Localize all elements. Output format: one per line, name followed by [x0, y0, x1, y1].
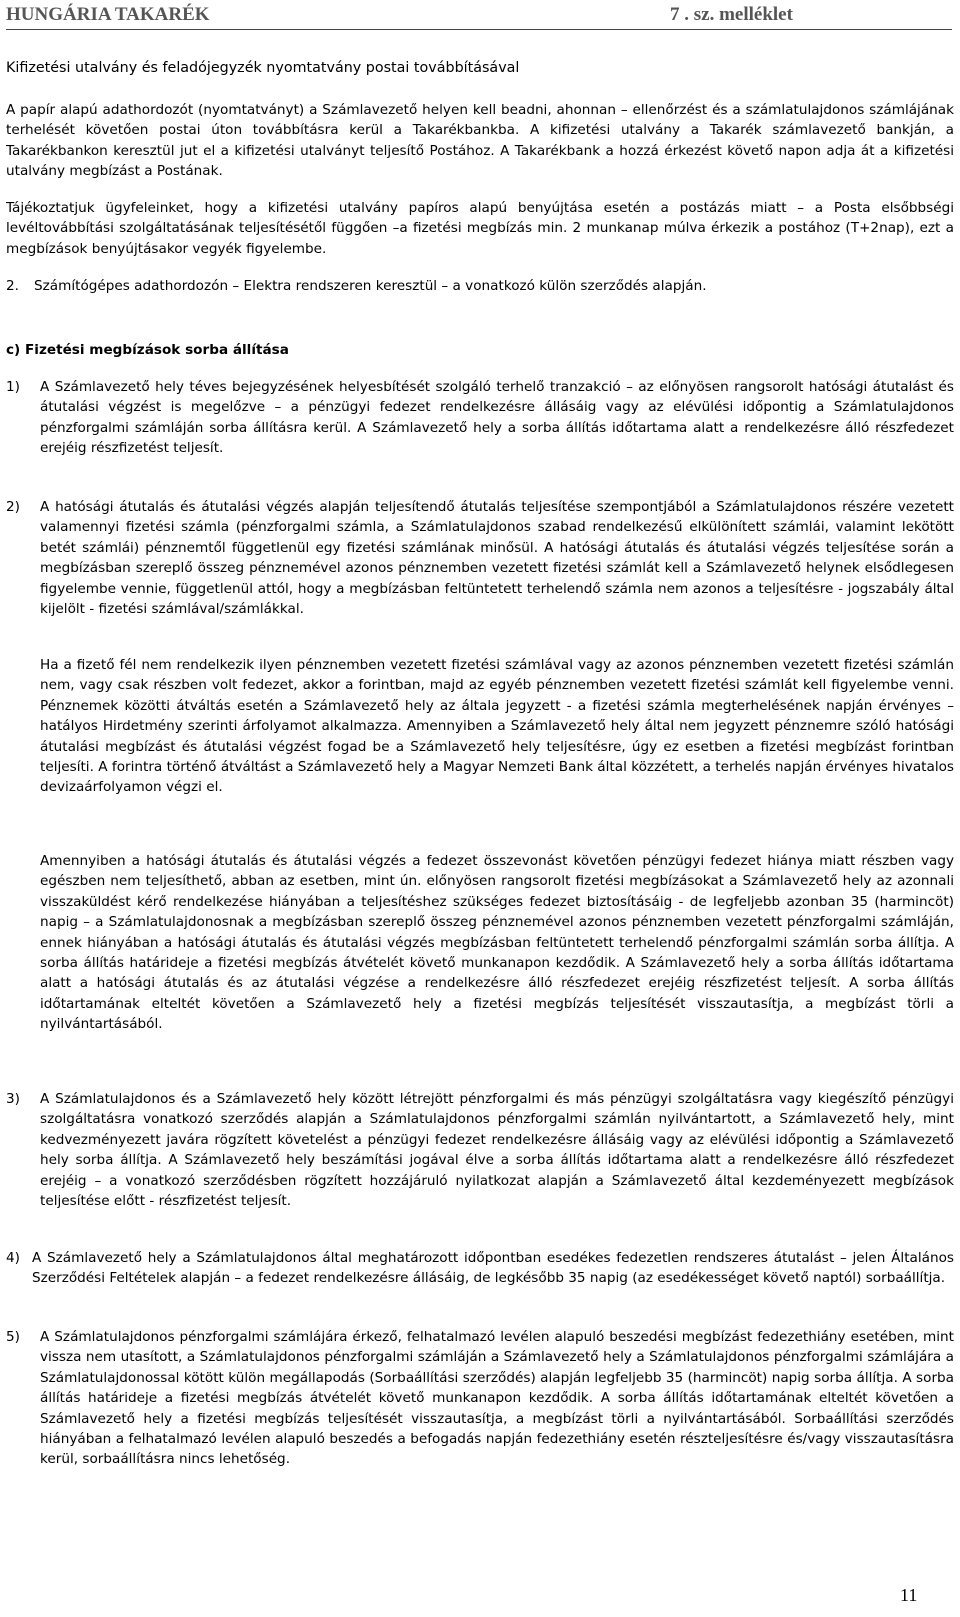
list-item-text: A Számlavezető hely a Számlatulajdonos által meghatározott időpontban esedékes fedezetlen rendszeres átutalást – jelen Általános Szerződési Feltételek alapján – a fedezet rendelkezésre állásáig, de legkésőbb 35 napig (az esedékességet követő naptól) sorbaállítja.	[32, 1250, 954, 1287]
paragraph-paper-submission: A papír alapú adathordozót (nyomtatványt) a Számlavezető helyen kell beadni, ahonnan – ellenőrzést és a számlatulajdonos számlájának terhelését követően postai úton továbbításra kerül a Takarékbankba. A kifizetési utalvány a Takarék számlavezető bankján, a Takarékbankon keresztül jut el a kifizetési utalványt teljesítő Postához. A Takarékbank a hozzá érkezést követő napon adja át a kifizetési utalvány megbízást a Postának.	[6, 102, 954, 180]
list-item-text: A Számlatulajdonos és a Számlavezető hely között létrejött pénzforgalmi és más pénzügyi szolgáltatásra vagy kiegészítő pénzügyi szolgáltatásra vonatkozó szerződés alapján a Számlatulajdonos pénzforgalmi számlán nyilvántartott, a Számlavezető hely, mint kedvezményezett javára rögzített követelést a pénzügyi fedezet rendelkezésre állásáig vagy az elévülési időpontig a Számlavezető hely sorba állítja. A Számlavezető hely beszámítási jogával élve a sorba állítás időtartama alatt a rendelkezésre álló részfedezet erejéig – a vonatkozó szerződésben rögzített hozzájáruló nyilatkozat alapján a Számlavezető által kezdeményezett megbízások teljesítése előtt - részfizetést teljesít.	[40, 1091, 954, 1210]
page-number: 11	[900, 1585, 918, 1605]
page-header	[6, 4, 954, 30]
header-annex-number: 7 . sz. melléklet	[670, 4, 793, 25]
list-item-text: Számítógépes adathordozón – Elektra rendszeren keresztül – a vonatkozó külön szerződés alapján.	[34, 278, 707, 294]
paragraph-currency-conversion: Ha a fizető fél nem rendelkezik ilyen pénznemben vezetett fizetési számlával vagy az azonos pénznemben vezetett fizetési számlán nem, vagy csak részben volt fedezet, akkor a forintban, majd az egyéb pénznemben vezetett fizetési számlát kell figyelembe venni. Pénznemek közötti átváltás esetén a Számlavezető hely az általa jegyzett - a fizetési számla megterhelésének napján érvényes – hatályos Hirdetmény szerinti árfolyamot alkalmazza. Amennyiben a Számlavezető hely által nem jegyzett pénznemre szóló hatósági átutalási megbízást és átutalási végzést fogad be a Számlavezető hely teljesítésre, úgy ez esetben a fizetési megbízást forintban teljesíti. A forintra történő átváltást a Számlavezető hely a Magyar Nemzeti Bank által közzétett, a terhelés napján érvényes hivatalos devizaárfolyamon végzi el.	[40, 657, 954, 796]
paragraph-queueing-rules: Amennyiben a hatósági átutalás és átutalási végzés a fedezet összevonást követően pénzügyi fedezet hiánya miatt részben vagy egészben nem teljesíthető, abban az esetben, mint ún. előnyösen rangsorolt fizetési megbízásokat a Számlavezető hely az azonnali visszaküldést kérő rendelkezése hiányában a teljesítéshez szükséges fedezet biztosításáig - de legfeljebb azonban 35 (harmincöt) napig – a Számlatulajdonosnak a megbízásban szereplő összeg pénznemével azonos pénznemben vezetett pénzforgalmi számláján, ennek hiányában a hatósági átutalás és átutalási végzés megbízásban feltüntetett terhelendő pénzforgalmi számlán sorba állítja. A sorba állítás határideje a fizetési megbízás átvételét követő munkanapon kezdődik. A Számlavezető hely a sorba állítás időtartama alatt a hatósági átutalás és az átutalási végzése a rendelkezésre álló részfedezet erejéig részfizetést teljesít. A sorba állítás időtartamának elteltét követően a Számlavezető hely a fizetési megbízás teljesítését visszautasítja, a megbízást törli a nyilvántartásából.	[40, 853, 954, 1033]
list-item-text: A Számlavezető hely téves bejegyzésének helyesbítését szolgáló terhelő tranzakció – az előnyösen rangsorolt hatósági átutalást és átutalási végzést is megelőzve – a pénzügyi fedezet rendelkezésre állásáig vagy az elévülési időpontig a Számlatulajdonos pénzforgalmi számláján sorba állításra kerül. A Számlavezető hely a sorba állítás időtartama alatt a rendelkezésre álló részfedezet erejéig részfizetést teljesít.	[40, 379, 954, 457]
list-item-number: 1)	[6, 379, 20, 395]
paragraph-postal-notice: Tájékoztatjuk ügyfeleinket, hogy a kifizetési utalvány papíros alapú benyújtása esetén a postázás miatt – a Posta elsőbbségi levéltovábbítási szolgáltatásának teljesítésétől függően –a fizetési megbízás min. 2 munkanap múlva érkezik a postához (T+2nap), ezt a megbízások benyújtásakor vegyék figyelembe.	[6, 200, 954, 257]
list-item-number: 3)	[6, 1091, 20, 1107]
list-item-text: A Számlatulajdonos pénzforgalmi számlájára érkező, felhatalmazó levélen alapuló beszedési megbízást fedezethiány esetében, mint vissza nem utasított, a Számlatulajdonos pénzforgalmi számláján a Számlavezető hely a Számlatulajdonos pénzforgalmi számlájára a Számlatulajdonossal kötött külön megállapodás (Sorbaállítási szerződés) alapján legfeljebb 35 (harmincöt) napig sorba állítja. A sorba állítás határideje a fizetési megbízás átvételét követő munkanapon kezdődik. A sorba állítás időtartamának elteltét követően a Számlavezető hely a fizetési megbízás teljesítését visszautasítja, a megbízást törli a nyilvántartásából. Sorbaállítási szerződés hiányában a felhatalmazó levélen alapuló beszedés a befogadás napján fedezethiány esetén részteljesítésre és/vagy visszautasításra kerül, sorbaállításra nincs lehetőség.	[40, 1329, 954, 1468]
list-item-number: 2.	[6, 278, 19, 294]
list-item-text: A hatósági átutalás és átutalási végzés alapján teljesítendő átutalás teljesítése szempontjából a Számlatulajdonos részére vezetett valamennyi fizetési számla (pénzforgalmi számla, a Számlatulajdonos szabad rendelkezésű elkülönített számlái, valamint lekötött betét számlái) pénznemtől függetlenül egy fizetési számlának minősül. A hatósági átutalás és átutalási végzés teljesítése során a megbízásban szereplő összeg pénznemével azonos pénznemben vezetett fizetési számlát kell a Számlavezető helynek elsődlegesen figyelembe vennie, függetlenül attól, hogy a megbízásban feltüntetett terhelendő számla nem azonos a teljesítésre - jogszabály által kijelölt - fizetési számlával/számlákkal.	[40, 499, 954, 618]
section-subtitle: Kifizetési utalvány és feladójegyzék nyomtatvány postai továbbításával	[6, 60, 520, 76]
list-item-number: 4)	[6, 1250, 20, 1266]
section-heading: c) Fizetési megbízások sorba állítása	[6, 342, 289, 358]
list-item-number: 5)	[6, 1329, 20, 1345]
header-bank-name: HUNGÁRIA TAKARÉK	[6, 4, 210, 25]
header-divider	[6, 29, 952, 30]
list-item-number: 2)	[6, 499, 20, 515]
